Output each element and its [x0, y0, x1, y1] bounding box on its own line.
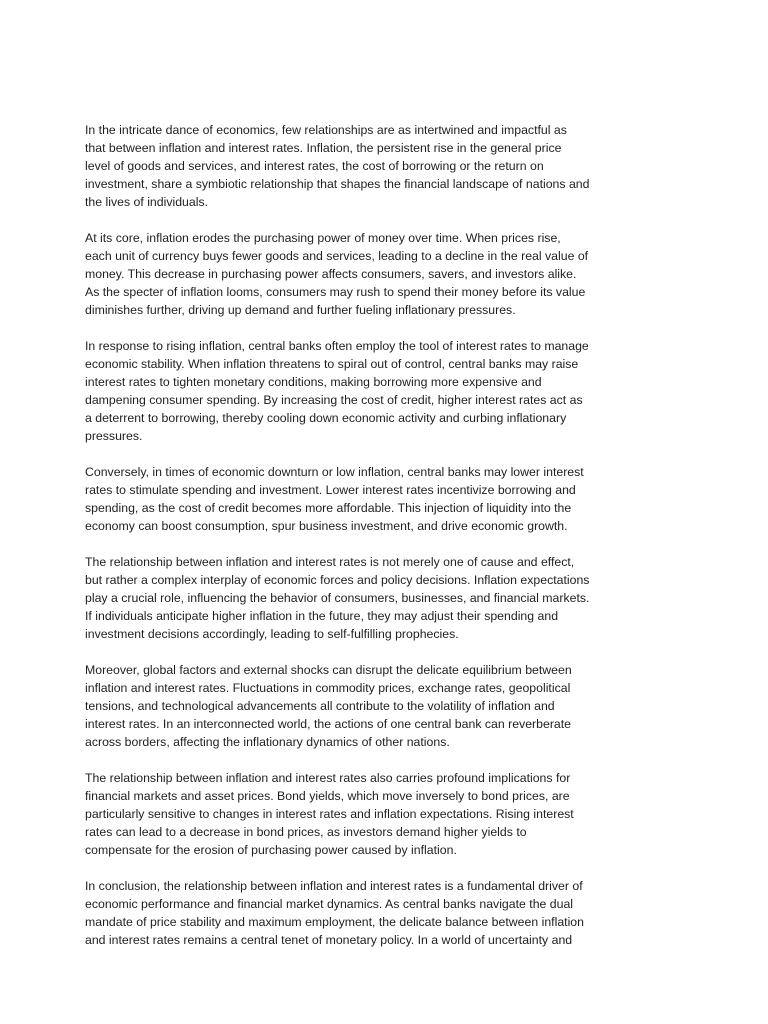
- document-body: [85, 121, 625, 967]
- paragraph-3: In response to rising inflation, central banks often employ the tool of interest rates to manage economic stability. When inflation threatens to spiral out of control, central banks may raise interest rates to tighten monetary conditions, making borrowing more expensive and dampening consumer spending. By increasing the cost of credit, higher interest rates act as a deterrent to borrowing, thereby cooling down economic activity and curbing inflationary pressures.: [85, 339, 589, 443]
- paragraph-2: At its core, inflation erodes the purchasing power of money over time. When prices rise, each unit of currency buys fewer goods and services, leading to a decline in the real value of money. This decrease in purchasing power affects consumers, savers, and investors alike. As the specter of inflation looms, consumers may rush to spend their money before its value diminishes further, driving up demand and further fueling inflationary pressures.: [85, 231, 589, 317]
- paragraph-5: The relationship between inflation and interest rates is not merely one of cause and effect, but rather a complex interplay of economic forces and policy decisions. Inflation expectations play a crucial role, influencing the behavior of consumers, businesses, and financial markets. If individuals anticipate higher inflation in the future, they may adjust their spending and investment decisions accordingly, leading to self-fulfilling prophecies.: [85, 555, 590, 641]
- paragraph-8: In conclusion, the relationship between inflation and interest rates is a fundamental driver of economic performance and financial market dynamics. As central banks navigate the dual mandate of price stability and maximum employment, the delicate balance between inflation and interest rates remains a central tenet of monetary policy. In a world of uncertainty and: [85, 879, 584, 947]
- paragraph-7: The relationship between inflation and interest rates also carries profound implications for financial markets and asset prices. Bond yields, which move inversely to bond prices, are particularly sensitive to changes in interest rates and inflation expectations. Rising interest rates can lead to a decrease in bond prices, as investors demand higher yields to compensate for the erosion of purchasing power caused by inflation.: [85, 771, 574, 857]
- paragraph-6: Moreover, global factors and external shocks can disrupt the delicate equilibrium between inflation and interest rates. Fluctuations in commodity prices, exchange rates, geopolitical tensions, and technological advancements all contribute to the volatility of inflation and interest rates. In an interconnected world, the actions of one central bank can reverberate across borders, affecting the inflationary dynamics of other nations.: [85, 663, 572, 749]
- paragraph-1: In the intricate dance of economics, few relationships are as intertwined and impactful as that between inflation and interest rates. Inflation, the persistent rise in the general price level of goods and services, and interest rates, the cost of borrowing or the return on investment, share a symbiotic relationship that shapes the financial landscape of nations and the lives of individuals.: [85, 123, 590, 209]
- paragraph-4: Conversely, in times of economic downturn or low inflation, central banks may lower interest rates to stimulate spending and investment. Lower interest rates incentivize borrowing and spending, as the cost of credit becomes more affordable. This injection of liquidity into the economy can boost consumption, spur business investment, and drive economic growth.: [85, 465, 584, 533]
